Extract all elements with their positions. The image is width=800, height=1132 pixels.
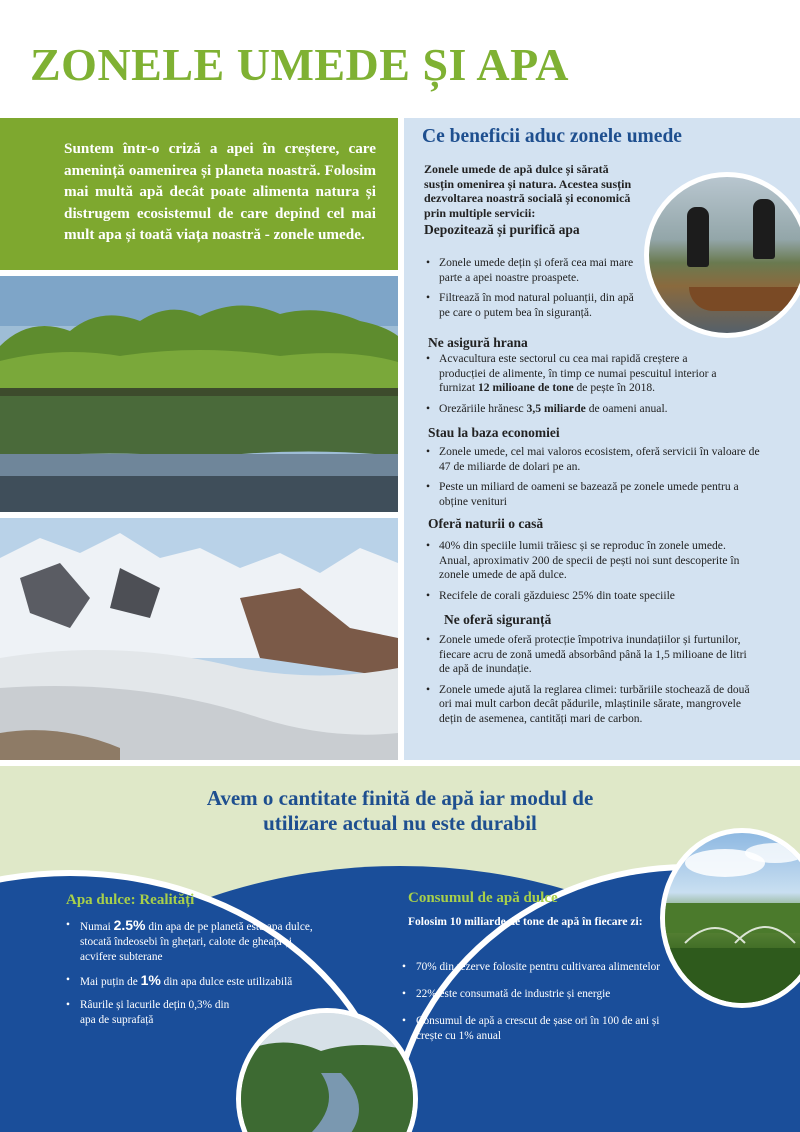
section-heading: Oferă naturii o casă xyxy=(428,516,544,531)
intro-text: Suntem într-o criză a apei în creștere, care amenință oamenirea și planeta noastră. Folosim mai multă apă decât poate alimenta natura și distrugem ecosistemul de care depind cel mai mult apa și toată viața noastră - zonele umede. xyxy=(64,140,376,243)
list-item: • Zonele umede, cel mai valoros ecosistem, oferă servicii în valoare de 47 de miliarde de dolari pe an. xyxy=(424,445,764,474)
section-heading: Ne oferă siguranță xyxy=(444,612,552,627)
consumption-heading: Consumul de apă dulce xyxy=(408,890,558,906)
sprinkler-photo-art xyxy=(665,833,800,1008)
list-item-text: Orezăriile hrănesc xyxy=(439,401,527,415)
list-item-text: de pește în 2018. xyxy=(573,381,656,394)
consumption-subtitle: Folosim 10 miliarde de tone de apă în fiecare zi: xyxy=(408,916,643,928)
list-item xyxy=(424,402,734,417)
harvest-figure xyxy=(753,199,775,259)
list-item: • Recifele de corali găzduiesc 25% din toate speciile xyxy=(424,589,744,604)
freshwater-heading: Apa dulce: Realități xyxy=(66,892,195,908)
list-item-text: de oameni anual. xyxy=(585,401,668,415)
list-item: • 70% din rezerve folosite pentru cultivarea alimentelor xyxy=(402,960,667,975)
benefits-panel xyxy=(404,118,800,760)
list-item: • Zonele umede ajută la reglarea climei: turbăriile stochează de două ori mai mult carbon decât pădurile, mlaștinile sărate, mangrovele dețin de asemenea, cantități mari de carbon. xyxy=(424,683,754,727)
list-item-text: din apa dulce este utilizabilă xyxy=(160,976,293,988)
section-list xyxy=(424,352,734,422)
list-item-highlight: 3,5 miliarde xyxy=(526,401,586,415)
list-item: • Filtrează în mod natural poluanții, din apă pe care o putem bea în siguranță. xyxy=(424,291,642,320)
stat-highlight: 2.5% xyxy=(113,917,146,933)
list-item xyxy=(66,973,326,990)
section-list xyxy=(424,633,754,732)
list-item: • 22% este consumată de industrie și energie xyxy=(402,987,667,1002)
benefits-intro: Zonele umede de apă dulce și sărată susțin omenirea și natura. Acestea susțin dezvoltarea noastră socială și economică prin multiple servicii: xyxy=(424,162,632,220)
section-list xyxy=(424,539,744,609)
section-list xyxy=(424,256,642,326)
harvest-boat xyxy=(689,287,800,311)
list-item-highlight: 12 milioane de tone xyxy=(477,381,574,394)
bottom-title-line: Avem o cantitate finită de apă iar modul de xyxy=(206,786,594,810)
list-item xyxy=(424,352,734,396)
list-item-text: Numai xyxy=(80,921,114,933)
list-item: • Peste un miliard de oameni se bazează pe zonele umede pentru a obține venituri xyxy=(424,480,764,509)
list-item: • 40% din speciile lumii trăiesc și se reproduc în zonele umede. Anual, aproximativ 200 de specii de pești noi sunt descoperite în zonele umede de apă dulce. xyxy=(424,539,744,583)
wetland-photo xyxy=(0,276,398,512)
harvest-figure xyxy=(687,207,709,267)
list-item-text: din apa de pe planetă este apa dulce, stocată îndeosebi în ghețari, calote de gheață și acvifere subterane xyxy=(80,921,313,963)
list-item-text: Mai puțin de xyxy=(80,976,141,988)
section-heading: Ne asigură hrana xyxy=(428,335,528,350)
list-item-text: Râurile și lacurile dețin 0,3% din apa de suprafață xyxy=(80,999,230,1026)
list-item xyxy=(66,918,326,965)
intro-text-box xyxy=(0,118,398,270)
benefits-title: Ce beneficii aduc zonele umede xyxy=(422,126,682,147)
list-item: • Consumul de apă a crescut de șase ori în 100 de ani și crește cu 1% anual xyxy=(402,1014,667,1044)
harvest-photo xyxy=(644,172,800,338)
bottom-title xyxy=(0,786,800,836)
bottom-title-line: utilizare actual nu este durabil xyxy=(263,811,537,835)
list-item-text: Acvacultura este sectorul cu cea mai rapidă creștere a producției de alimente, în timp ce numai pescuitul interior a furnizat xyxy=(439,352,717,394)
list-item: • Zonele umede oferă protecție împotriva inundațiilor și furtunilor, fiecare acru de zonă umedă absorbând până la 1,5 milioane de litri de apă de inundație. xyxy=(424,633,754,677)
section-heading: Depozitează și purifică apa xyxy=(424,222,580,237)
glacier-photo-art xyxy=(0,518,398,760)
section-list xyxy=(424,445,764,515)
list-item xyxy=(66,998,236,1028)
glacier-photo xyxy=(0,518,398,760)
page-title: ZONELE UMEDE ȘI APA xyxy=(30,39,570,90)
wetland-photo-art xyxy=(0,276,398,512)
list-item: • Zonele umede dețin și oferă cea mai mare parte a apei noastre proaspete. xyxy=(424,256,642,285)
consumption-list xyxy=(402,960,667,1052)
stat-highlight: 1% xyxy=(140,972,161,988)
section-heading: Stau la baza economiei xyxy=(428,425,560,440)
